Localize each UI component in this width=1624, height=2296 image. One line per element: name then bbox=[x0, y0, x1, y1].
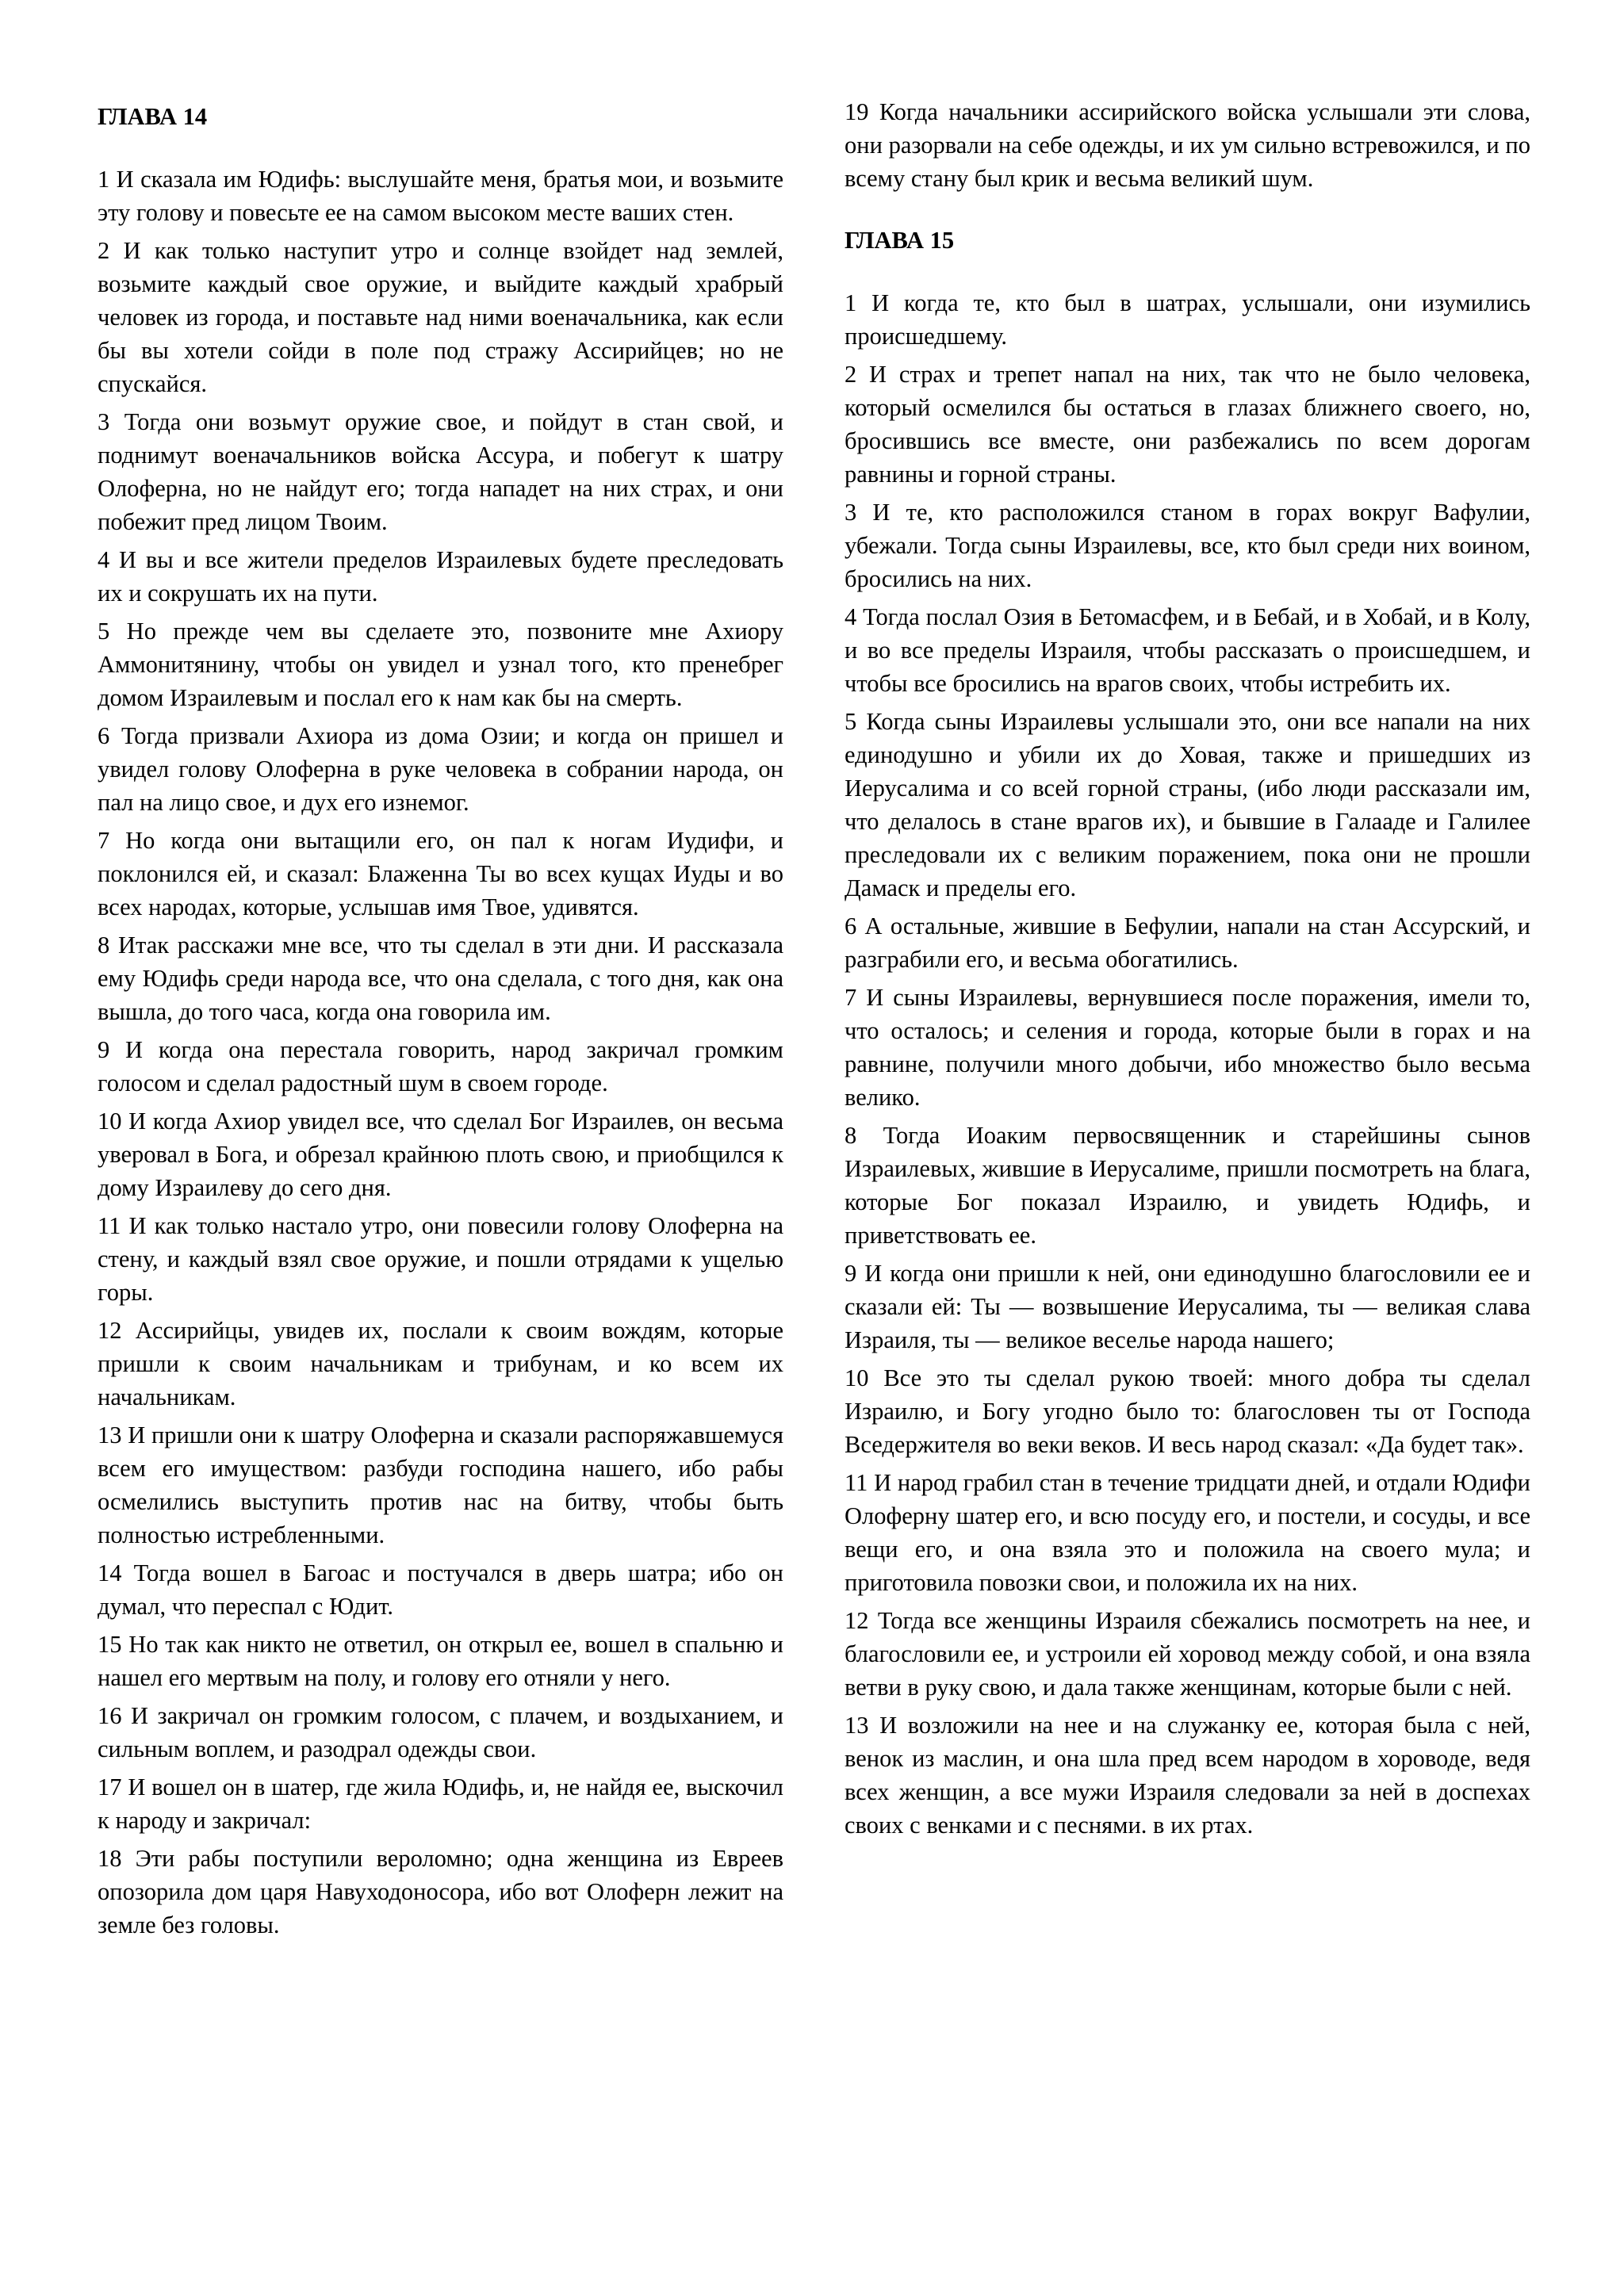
verse-15-2: 2 И страх и трепет напал на них, так что не было человека, который осмелился бы остаться в глазах ближнего своего, но, бросившись все вместе, они разбежались по всем дорогам равнины и горной страны. bbox=[845, 361, 1530, 488]
verse-14-13: 13 И пришли они к шатру Олоферна и сказали распоряжавшемуся всем его имуществом: разбуди господина нашего, ибо рабы осмелились выступить против нас на битву, чтобы быть полностью истребленными. bbox=[98, 1422, 783, 1548]
verse-14-15: 15 Но так как никто не ответил, он открыл ее, вошел в спальню и нашел его мертвым на полу, и голову его отняли у него. bbox=[98, 1631, 783, 1691]
verse-14-14: 14 Тогда вошел в Багоас и постучался в дверь шатра; ибо он думал, что переспал с Юдит. bbox=[98, 1559, 783, 1620]
verse-15-6: 6 А остальные, жившие в Бефулии, напали на стан Ассурский, и разграбили его, и весьма обогатились. bbox=[845, 913, 1530, 973]
verse-14-2: 2 И как только наступит утро и солнце взойдет над землей, возьмите каждый свое оружие, и выйдите каждый храбрый человек из города, и поставьте над ними военачальника, как если бы вы хотели сойди в поле под стражу Ассирийцев; но не спускайся. bbox=[98, 237, 783, 397]
verse-14-4: 4 И вы и все жители пределов Израилевых будете преследовать их и сокрушать их на пути. bbox=[98, 546, 783, 607]
verse-14-17: 17 И вошел он в шатер, где жила Юдифь, и, не найдя ее, выскочил к народу и закричал: bbox=[98, 1774, 783, 1834]
verse-15-4: 4 Тогда послал Озия в Бетомасфем, и в Бебай, и в Хобай, и в Колу, и во все пределы Израиля, чтобы рассказать о происшедшем, и чтобы все бросились на врагов своих, чтобы истребить их. bbox=[845, 603, 1530, 697]
verse-14-8: 8 Итак расскажи мне все, что ты сделал в эти дни. И рассказала ему Юдифь среди народа все, что она сделала, с того дня, как она вышла, до того часа, когда она говорила им. bbox=[98, 932, 783, 1025]
chapter-title-15: ГЛАВА 15 bbox=[845, 227, 955, 254]
verse-15-12: 12 Тогда все женщины Израиля сбежались посмотреть на нее, и благословили ее, и устроили ей хоровод между собой, и она взяла ветви в руку свою, и дала также женщинам, которые были с ней. bbox=[845, 1607, 1530, 1701]
verse-14-6: 6 Тогда призвали Ахиора из дома Озии; и когда он пришел и увидел голову Олоферна в руке человека в собрании народа, он пал на лицо свое, и дух его изнемог. bbox=[98, 722, 783, 816]
left-column bbox=[98, 95, 783, 1946]
verse-15-10: 10 Все это ты сделал рукою твоей: много добра ты сделал Израилю, и Богу угодно было то: благословен ты от Господа Вседержителя во веки веков. И весь народ сказал: «Да будет так». bbox=[845, 1364, 1530, 1458]
verse-14-19: 19 Когда начальники ассирийского войска услышали эти слова, они разорвали на себе одежды, и их ум сильно встревожился, и по всему стану был крик и весьма великий шум. bbox=[845, 98, 1530, 192]
verse-15-13: 13 И возложили на нее и на служанку ее, которая была с ней, венок из маслин, и она шла пред всем народом в хороводе, ведя всех женщин, а все мужи Израиля следовали за ней в доспехах своих с венками и с песнями. в их ртах. bbox=[845, 1712, 1530, 1839]
verse-14-7: 7 Но когда они вытащили его, он пал к ногам Иудифи, и поклонился ей, и сказал: Блаженна Ты во всех кущах Иуды и во всех народах, которые, услышав имя Твое, удивятся. bbox=[98, 827, 783, 920]
verse-15-11: 11 И народ грабил стан в течение тридцати дней, и отдали Юдифи Олоферну шатер его, и всю посуду его, и постели, и сосуды, и все вещи его, и она взяла это и положила на своего мула; и приготовила повозки свои, и положила их на них. bbox=[845, 1469, 1530, 1596]
verse-14-12: 12 Ассирийцы, увидев их, послали к своим вождям, которые пришли к своим начальникам и трибунам, и ко всем их начальникам. bbox=[98, 1317, 783, 1410]
verse-14-11: 11 И как только настало утро, они повесили голову Олоферна на стену, и каждый взял свое оружие, и пошли отрядами к ущелью горы. bbox=[98, 1212, 783, 1306]
verse-14-16: 16 И закричал он громким голосом, с плачем, и воздыханием, и сильным воплем, и разодрал одежды свои. bbox=[98, 1702, 783, 1762]
verse-14-3: 3 Тогда они возьмут оружие свое, и пойдут в стан свой, и поднимут военачальников войска Ассура, и побегут к шатру Олоферна, но не найдут его; тогда нападет на них страх, и они побежит пред лицом Твоим. bbox=[98, 408, 783, 535]
chapter-title-14: ГЛАВА 14 bbox=[98, 103, 208, 130]
verse-14-18: 18 Эти рабы поступили вероломно; одна женщина из Евреев опозорила дом царя Навуходоносора, ибо вот Олоферн лежит на земле без головы. bbox=[98, 1845, 783, 1938]
verse-15-7: 7 И сыны Израилевы, вернувшиеся после поражения, имели то, что осталось; и селения и города, которые были в горах и на равнине, получили много добычи, ибо множество было весьма велико. bbox=[845, 984, 1530, 1111]
verse-14-9: 9 И когда она перестала говорить, народ закричал громким голосом и сделал радостный шум в своем городе. bbox=[98, 1036, 783, 1096]
verse-14-10: 10 И когда Ахиор увидел все, что сделал Бог Израилев, он весьма уверовал в Бога, и обрезал крайнюю плоть свою, и приобщился к дому Израилеву до сего дня. bbox=[98, 1108, 783, 1201]
verse-14-5: 5 Но прежде чем вы сделаете это, позвоните мне Ахиору Аммонитянину, чтобы он увидел и узнал того, кто пренебрег домом Израилевым и послал его к нам как бы на смерть. bbox=[98, 618, 783, 711]
verse-15-8: 8 Тогда Иоаким первосвященник и старейшины сынов Израилевых, жившие в Иерусалиме, пришли посмотреть на блага, которые Бог показал Израилю, и увидеть Юдифь, и приветствовать ее. bbox=[845, 1122, 1530, 1249]
verse-14-1: 1 И сказала им Юдифь: выслушайте меня, братья мои, и возьмите эту голову и повесьте ее на самом высоком месте ваших стен. bbox=[98, 166, 783, 226]
verse-15-3: 3 И те, кто расположился станом в горах вокруг Вафулии, убежали. Тогда сыны Израилевы, все, кто был среди них воином, бросились на них. bbox=[845, 499, 1530, 592]
verse-15-5: 5 Когда сыны Израилевы услышали это, они все напали на них единодушно и убили их до Ховая, также и пришедших из Иерусалима и со всей горной страны, (ибо люди рассказали им, что делалось в стане врагов их), и бывшие в Галааде и Галилее преследовали их с великим поражением, пока они не прошли Дамаск и пределы его. bbox=[845, 708, 1530, 901]
verse-15-1: 1 И когда те, кто был в шатрах, услышали, они изумились происшедшему. bbox=[845, 289, 1530, 350]
verse-15-9: 9 И когда они пришли к ней, они единодушно благословили ее и сказали ей: Ты — возвышение Иерусалима, ты — великая слава Израиля, ты — великое веселье народа нашего; bbox=[845, 1260, 1530, 1353]
right-column bbox=[845, 95, 1530, 1846]
